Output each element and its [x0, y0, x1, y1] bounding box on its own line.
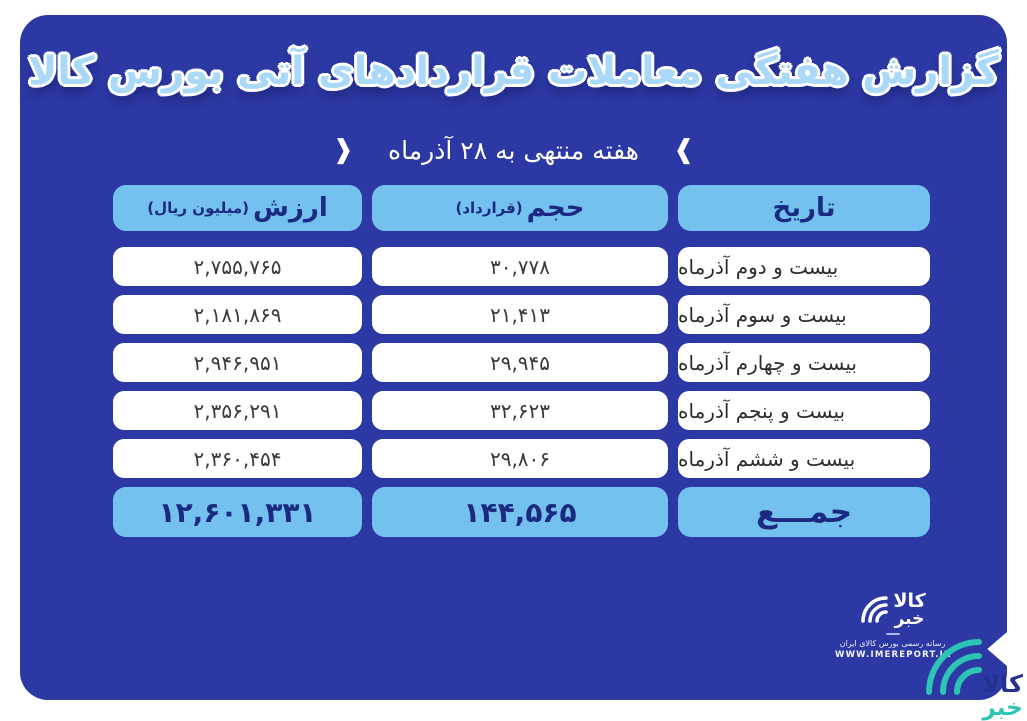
logo-website: WWW.IMEREPORT.IR: [835, 650, 952, 660]
logo-name-line1: کالا: [893, 590, 926, 612]
cell-volume-5: ۲۹,۸۰۶: [372, 439, 668, 478]
table-total-row: [113, 487, 930, 537]
total-label: جمـــع: [678, 487, 930, 537]
table-header-row: [113, 185, 930, 231]
table-row: [113, 295, 930, 334]
cell-date-5: بیست و ششم آذرماه: [678, 439, 930, 478]
signal-waves-icon: [859, 592, 889, 628]
table-row: [113, 247, 930, 286]
cell-date-3: بیست و چهارم آذرماه: [678, 343, 930, 382]
cell-volume-2: ۲۱,۴۱۳: [372, 295, 668, 334]
watermark-name-line1: کالا: [982, 670, 1023, 698]
cell-value-1: ۲,۷۵۵,۷۶۵: [113, 247, 362, 286]
subtitle-text: هفته منتهی به ۲۸ آذرماه: [388, 135, 639, 165]
cell-value-4: ۲,۳۵۶,۲۹۱: [113, 391, 362, 430]
cell-volume-3: ۲۹,۹۴۵: [372, 343, 668, 382]
chevron-left-icon: ❰: [672, 135, 695, 165]
total-volume: ۱۴۴,۵۶۵: [372, 487, 668, 537]
column-header-date: تاریخ: [678, 185, 930, 231]
total-value: ۱۲,۶۰۱,۳۳۱: [113, 487, 362, 537]
column-header-value: ارزش (میلیون ریال): [113, 185, 362, 231]
watermark-name-line2: خبر: [982, 695, 1023, 721]
logo-tagline: رسانه رسمی بورس کالای ایران: [839, 639, 946, 648]
report-card: [20, 15, 1007, 700]
cell-date-4: بیست و پنجم آذرماه: [678, 391, 930, 430]
cell-value-5: ۲,۳۶۰,۴۵۴: [113, 439, 362, 478]
weekly-trades-table: [113, 185, 930, 546]
cell-volume-1: ۳۰,۷۷۸: [372, 247, 668, 286]
cell-date-2: بیست و سوم آذرماه: [678, 295, 930, 334]
table-row: [113, 343, 930, 382]
column-header-volume: حجم (قرارداد): [372, 185, 668, 231]
cell-value-2: ۲,۱۸۱,۸۶۹: [113, 295, 362, 334]
chevron-right-icon: ❱: [332, 135, 355, 165]
logo-divider: [886, 633, 900, 635]
page-title: گزارش هفتگی معاملات قراردادهای آتی بورس کالا: [28, 49, 999, 94]
watermark-logo: [923, 636, 1023, 720]
logo-name-line2: خبر: [894, 609, 925, 629]
cell-date-1: بیست و دوم آذرماه: [678, 247, 930, 286]
table-row: [113, 391, 930, 430]
table-row: [113, 439, 930, 478]
subtitle: [20, 135, 1007, 165]
cell-volume-4: ۳۲,۶۲۳: [372, 391, 668, 430]
cell-value-3: ۲,۹۴۶,۹۵۱: [113, 343, 362, 382]
